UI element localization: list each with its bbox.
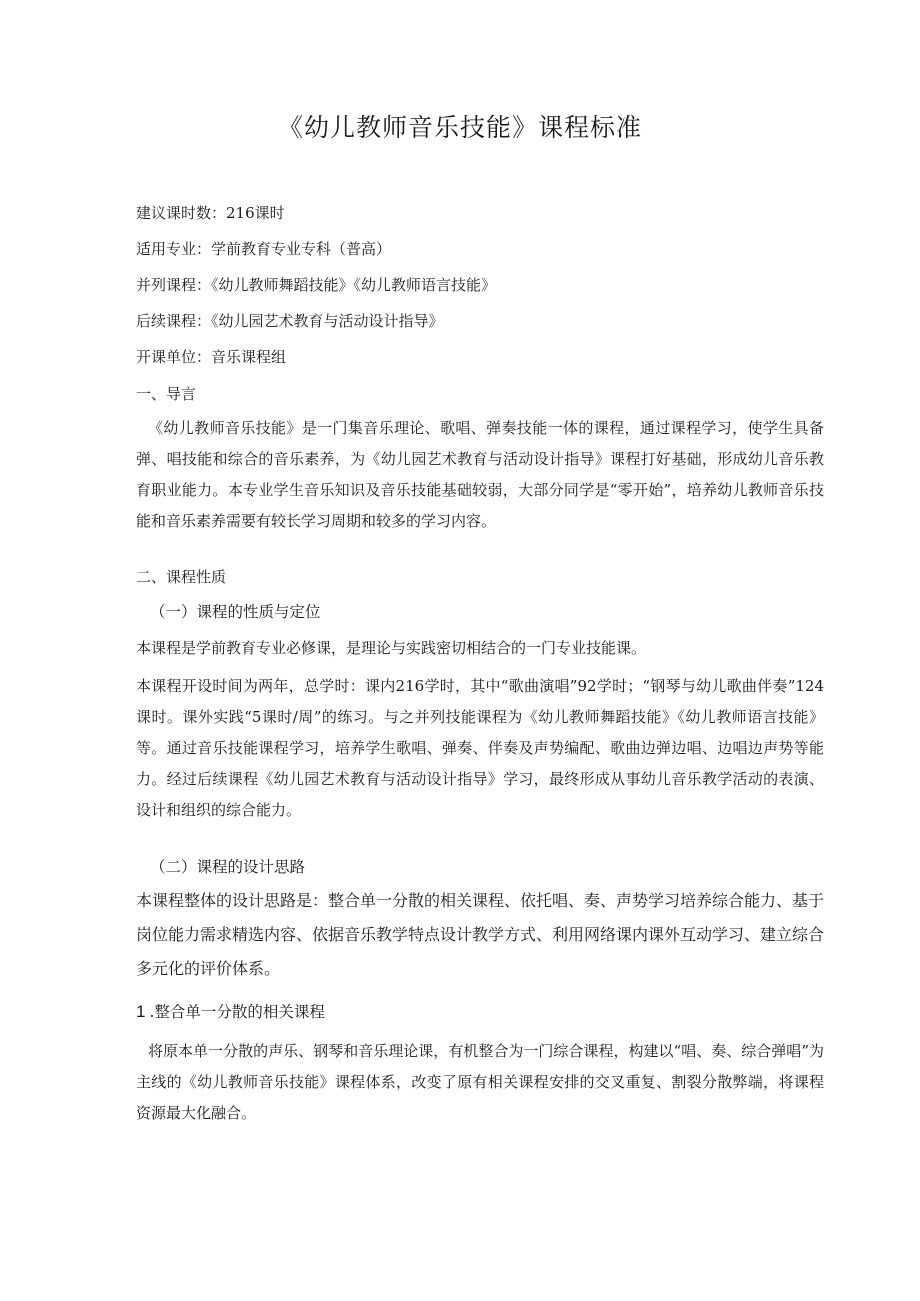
section-heading-nature: 二、课程性质: [136, 568, 227, 586]
item-1-number: 1: [136, 1002, 146, 1021]
intro-paragraph: 《幼儿教师音乐技能》是一门集音乐理论、歌唱、弹奏技能一体的课程，通过课程学习，使学生具备弹、唱技能和综合的音乐素养，为《幼儿园艺术教育与活动设计指导》课程打好基础，形成幼儿音乐教育职业能力。本专业学生音乐知识及音乐技能基础较弱，大部分同学是“零开始”，培养幼儿教师音乐技能和音乐素养需要有较长学习周期和较多的学习内容。: [136, 419, 824, 530]
meta-followup: 后续课程：《幼儿园艺术教育与活动设计指导》: [136, 312, 444, 330]
subheading-design: （二）课程的设计思路: [150, 858, 306, 876]
item-1-heading: [136, 1000, 325, 1022]
meta-major: 适用专业：学前教育专业专科（普高）: [136, 240, 392, 258]
nature-paragraph-1: 本课程是学前教育专业必修课，是理论与实践密切相结合的一门专业技能课。: [136, 639, 647, 657]
meta-parallel: 并列课程：《幼儿教师舞蹈技能》《幼儿教师语言技能》: [136, 276, 497, 294]
document-title: 《幼儿教师音乐技能》课程标准: [277, 113, 642, 142]
item-1-title: .整合单一分散的相关课程: [149, 1003, 325, 1021]
nature-paragraph-2: 本课程开设时间为两年，总学时：课内216学时，其中“歌曲演唱”92学时；“钢琴与幼儿歌曲伴奏”124课时。课外实践“5课时/周”的练习。与之并列技能课程为《幼儿教师舞蹈技能》《幼儿教师语言技能》等。通过音乐技能课程学习，培养学生歌唱、弹奏、伴奏及声势编配、歌曲边弹边唱、边唱边声势等能力。经过后续课程《幼儿园艺术教育与活动设计指导》学习，最终形成从事幼儿音乐教学活动的表演、设计和组织的综合能力。: [136, 677, 824, 819]
meta-unit: 开课单位：音乐课程组: [136, 348, 287, 366]
design-paragraph: 本课程整体的设计思路是：整合单一分散的相关课程、依托唱、奏、声势学习培养综合能力、基于岗位能力需求精选内容、依据音乐教学特点设计教学方式、利用网络课内课外互动学习、建立综合多元化的评价体系。: [136, 891, 825, 978]
item-1-paragraph: 将原本单一分散的声乐、钢琴和音乐理论课，有机整合为一门综合课程，构建以“唱、奏、综合弹唱”为主线的《幼儿教师音乐技能》课程体系，改变了原有相关课程安排的交叉重复、割裂分散弊端，将课程资源最大化融合。: [136, 1042, 824, 1122]
subheading-nature-positioning: （一）课程的性质与定位: [150, 603, 321, 621]
meta-hours: 建议课时数：216课时: [136, 204, 285, 222]
section-heading-intro: 一、导言: [136, 385, 197, 403]
